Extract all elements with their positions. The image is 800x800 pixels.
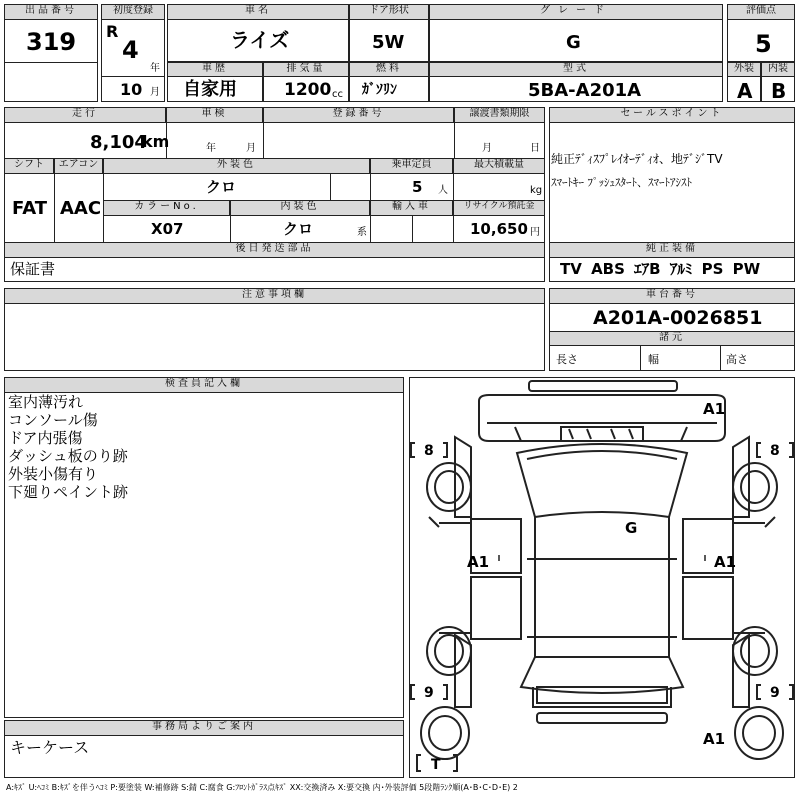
front-damage-mark: A1 <box>703 400 726 418</box>
notes-label: 注意事項欄 <box>4 288 545 304</box>
displacement-unit: cc <box>332 89 343 100</box>
sales-point-line-1: 純正ﾃﾞｨｽﾌﾟﾚｲｵｰﾃﾞｨｵ、地ﾃﾞｼﾞTV <box>551 152 723 166</box>
divider <box>101 76 165 77</box>
transfer-month-unit: 月 <box>482 143 492 154</box>
sales-points-label: セールスポイント <box>549 107 795 123</box>
equipment-item: PS <box>701 260 724 278</box>
sales-point-line-2: ｽﾏｰﾄｷｰ ﾌﾟｯｼｭｽﾀｰﾄ、ｽﾏｰﾄｱｼｽﾄ <box>551 176 692 189</box>
int-color-unit: 系 <box>357 227 367 238</box>
divider <box>640 346 641 371</box>
lot-number-label: 出品番号 <box>4 4 98 20</box>
divider <box>4 62 98 63</box>
windshield-damage-mark: G <box>625 519 638 537</box>
later-parts: 保証書 <box>10 260 56 278</box>
dimensions-label: 諸元 <box>549 331 795 346</box>
fuel-label: 燃料 <box>349 62 429 77</box>
length-label: 長さ <box>556 353 578 366</box>
equipment-label: 純正装備 <box>549 242 795 258</box>
max-load-label: 最大積載量 <box>453 158 545 174</box>
shift: FAT <box>12 198 48 219</box>
interior-grade: B <box>771 79 787 103</box>
office-text: キーケース <box>10 738 90 757</box>
equipment-item: ABS <box>591 260 625 278</box>
height-label: 高さ <box>726 353 748 366</box>
recycle-deposit: 10,650 <box>470 220 528 238</box>
model-code: 5BA-A201A <box>528 80 642 101</box>
divider <box>454 123 455 158</box>
car-name-label: 車名 <box>167 4 349 20</box>
inspection-month-unit: 月 <box>246 143 256 154</box>
interior-grade-label: 内装 <box>761 62 795 77</box>
tire-front-left: 8 <box>424 443 434 459</box>
rear-damage-mark: A1 <box>703 730 726 748</box>
displacement: 1200 <box>284 80 332 100</box>
ext-color-label: 外装色 <box>103 158 370 174</box>
mileage-unit: km <box>142 132 170 151</box>
ext-color: クロ <box>206 178 237 196</box>
color-number-label: カラーNo. <box>103 200 230 216</box>
inspector-line: コンソール傷 <box>8 411 98 429</box>
later-parts-label: 後日発送部品 <box>4 242 545 258</box>
aircon: AAC <box>60 198 102 219</box>
capacity-unit: 人 <box>438 185 448 196</box>
year-unit: 年 <box>150 63 160 74</box>
inspector-line: ダッシュ板のり跡 <box>8 447 128 465</box>
mileage: 8,104 <box>90 132 147 153</box>
lot-number: 319 <box>26 28 77 56</box>
door-label: ドア形状 <box>349 4 429 20</box>
equipment-item: TV <box>560 260 582 278</box>
car-name: ライズ <box>230 28 290 52</box>
capacity: 5 <box>412 178 423 196</box>
chassis-label: 車台番号 <box>549 288 795 304</box>
width-label: 幅 <box>648 353 659 366</box>
month-unit: 月 <box>150 87 160 98</box>
car-diagram <box>409 377 795 778</box>
chassis-number: A201A-0026851 <box>593 307 763 329</box>
equipment-item: ｱﾙﾐ <box>669 260 693 278</box>
exterior-grade: A <box>737 79 753 103</box>
equipment-list <box>560 262 760 277</box>
divider <box>720 346 721 371</box>
tire-front-right: 8 <box>770 443 780 459</box>
capacity-label: 乗車定員 <box>370 158 453 174</box>
import-label: 輸入車 <box>370 200 453 216</box>
transfer-day-unit: 日 <box>530 143 540 154</box>
displacement-label: 排気量 <box>263 62 349 77</box>
score-label: 評価点 <box>727 4 795 20</box>
fuel: ｶﾞｿﾘﾝ <box>362 82 397 98</box>
exterior-grade-label: 外装 <box>727 62 761 77</box>
office-label: 事務局よりご案内 <box>4 720 404 736</box>
mileage-label: 走行 <box>4 107 166 123</box>
inspector-line: 下廻りペイント跡 <box>8 483 129 501</box>
spare-tire-label: T <box>431 757 441 773</box>
registration-year: 4 <box>122 36 139 64</box>
color-number: X07 <box>151 220 184 238</box>
history: 自家用 <box>183 79 237 100</box>
divider <box>263 123 264 158</box>
inspection-label: 車検 <box>166 107 263 123</box>
registration-month: 10 <box>120 80 143 99</box>
legend: A:ｷｽﾞ U:ﾍｺﾐ B:ｷｽﾞを伴うﾍｺﾐ P:要塗装 W:補修跡 S:錆 C:腐食 G:ﾌﾛﾝﾄｶﾞﾗｽ点ｷｽﾞ XX:交換済み X:要交換 内･外装評価 5段階ﾗﾝｸ順(A･B･C･D･E) 2 <box>6 783 518 792</box>
inspection-year-unit: 年 <box>206 143 216 154</box>
equipment-item: ｴｱB <box>634 260 661 278</box>
divider <box>412 216 413 242</box>
inspector-label: 検査員記入欄 <box>4 377 404 393</box>
reg-number-label: 登録番号 <box>263 107 454 123</box>
aircon-label: エアコン <box>54 158 103 174</box>
int-color: クロ <box>283 220 314 238</box>
model-label: 型式 <box>429 62 723 77</box>
int-color-label: 内装色 <box>230 200 370 216</box>
history-label: 車歴 <box>167 62 263 77</box>
recycle-unit: 円 <box>530 227 540 238</box>
divider <box>54 174 55 242</box>
load-unit: kg <box>530 185 543 196</box>
grade: G <box>566 32 581 53</box>
inspector-line: ドア内張傷 <box>8 429 83 447</box>
left-side-damage-mark: A1 <box>467 553 490 571</box>
inspector-line: 外装小傷有り <box>8 465 99 483</box>
grade-label: グレード <box>429 4 723 20</box>
score: 5 <box>755 30 772 58</box>
inspector-line: 室内薄汚れ <box>8 393 84 411</box>
divider <box>230 216 231 242</box>
first-registration-label: 初度登録 <box>101 4 165 20</box>
shift-label: シフト <box>4 158 54 174</box>
recycle-label: リサイクル預託金 <box>453 200 545 216</box>
divider <box>330 174 331 200</box>
door-type: 5W <box>372 32 405 53</box>
right-side-damage-mark: A1 <box>714 553 737 571</box>
tire-rear-left: 9 <box>424 685 434 701</box>
era: R <box>106 22 119 41</box>
equipment-item: PW <box>732 260 761 278</box>
tire-rear-right: 9 <box>770 685 780 701</box>
transfer-deadline-label: 譲渡書類期限 <box>454 107 545 123</box>
